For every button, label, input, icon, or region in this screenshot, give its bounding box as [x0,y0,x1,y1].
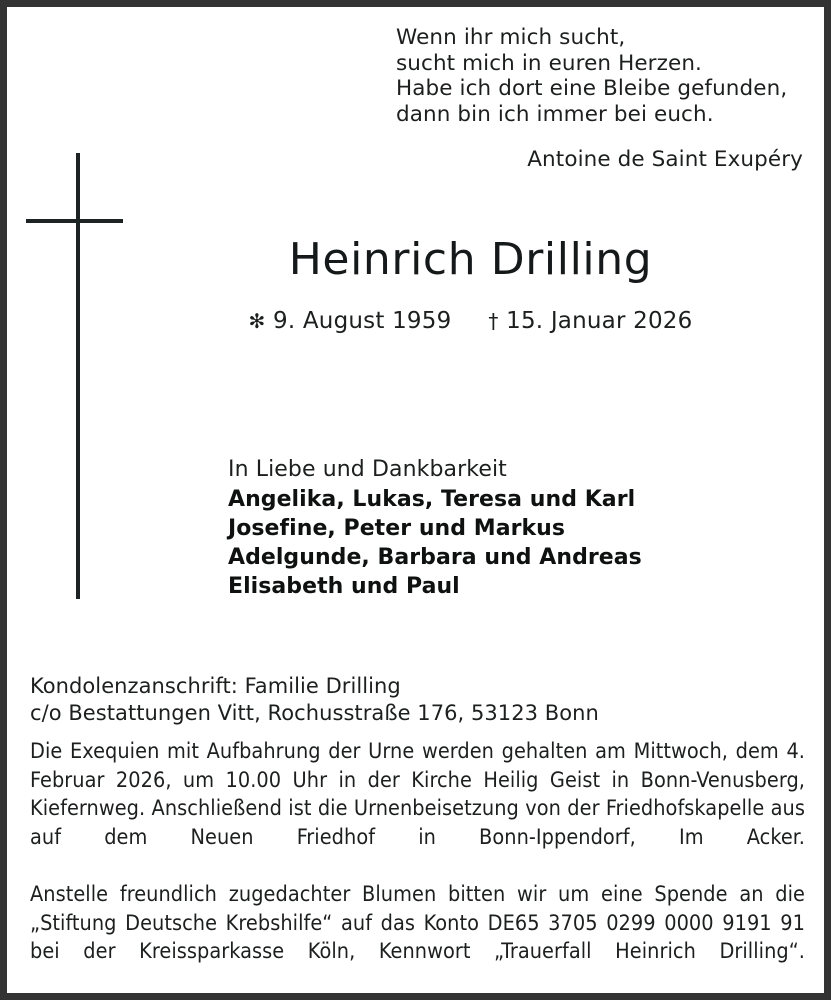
deceased-name: Heinrich Drilling [288,234,653,285]
mourner-line-1: Angelika, Lukas, Teresa und Karl [228,487,636,512]
birth-star-icon: ✻ [248,309,266,333]
death-date: 15. Januar 2026 [506,308,693,334]
funeral-details-text: Die Exequien mit Aufbahrung der Urne werden gehalten am Mittwoch, dem 4. Februar 2026, um 10.00 Uhr in der Kirche Heilig Geist in Bonn-Venusberg, Kiefernweg. Anschließend ist die Urnenbeisetzung von der Friedhofskapelle aus auf dem Neuen Friedhof in Bonn-Ippendorf, Im Acker. [30,739,805,850]
death-cross-icon: † [488,309,499,333]
mourner-line-3: Adelgunde, Barbara und Andreas [228,545,642,570]
life-dates [117,307,824,335]
mourners-intro: In Liebe und Dankbarkeit [228,457,507,482]
cross-horizontal-bar [26,219,123,223]
funeral-details-paragraph [30,738,805,881]
death-date-group [488,308,692,334]
condolence-line-1: Kondolenzanschrift: Familie Drilling [30,674,401,698]
poem-line-3: Habe ich dort eine Bleibe gefunden, [396,76,788,101]
poem-attribution: Antoine de Saint Exupéry [527,147,803,172]
donation-request-paragraph [30,881,805,995]
donation-request-text: Anstelle freundlich zugedachter Blumen bitten wir um eine Spende an die „Stiftung Deutsche Krebshilfe“ auf das Konto DE65 3705 0299 0000 9191 91 bei der Kreissparkasse Köln, Kennwort „Trauerfall Heinrich Drilling“. [30,882,805,964]
poem-line-2: sucht mich in euren Herzen. [396,50,702,76]
poem-line-1: Wenn ihr mich sucht, [396,25,626,50]
condolence-address [30,673,805,727]
birth-date-group [249,308,452,334]
condolence-line-2: c/o Bestattungen Vitt, Rochusstraße 176, 53123 Bonn [30,701,599,725]
mourner-line-4: Elisabeth und Paul [228,574,460,599]
memorial-poem [396,25,803,127]
birth-date: 9. August 1959 [273,308,452,334]
justify-filler [30,853,805,878]
mourner-line-2: Josefine, Peter und Markus [228,516,566,541]
justify-filler [30,968,805,993]
mourners-section [228,454,748,601]
poem-line-4: dann bin ich immer bei euch. [396,101,714,127]
notice-canvas [7,7,824,993]
